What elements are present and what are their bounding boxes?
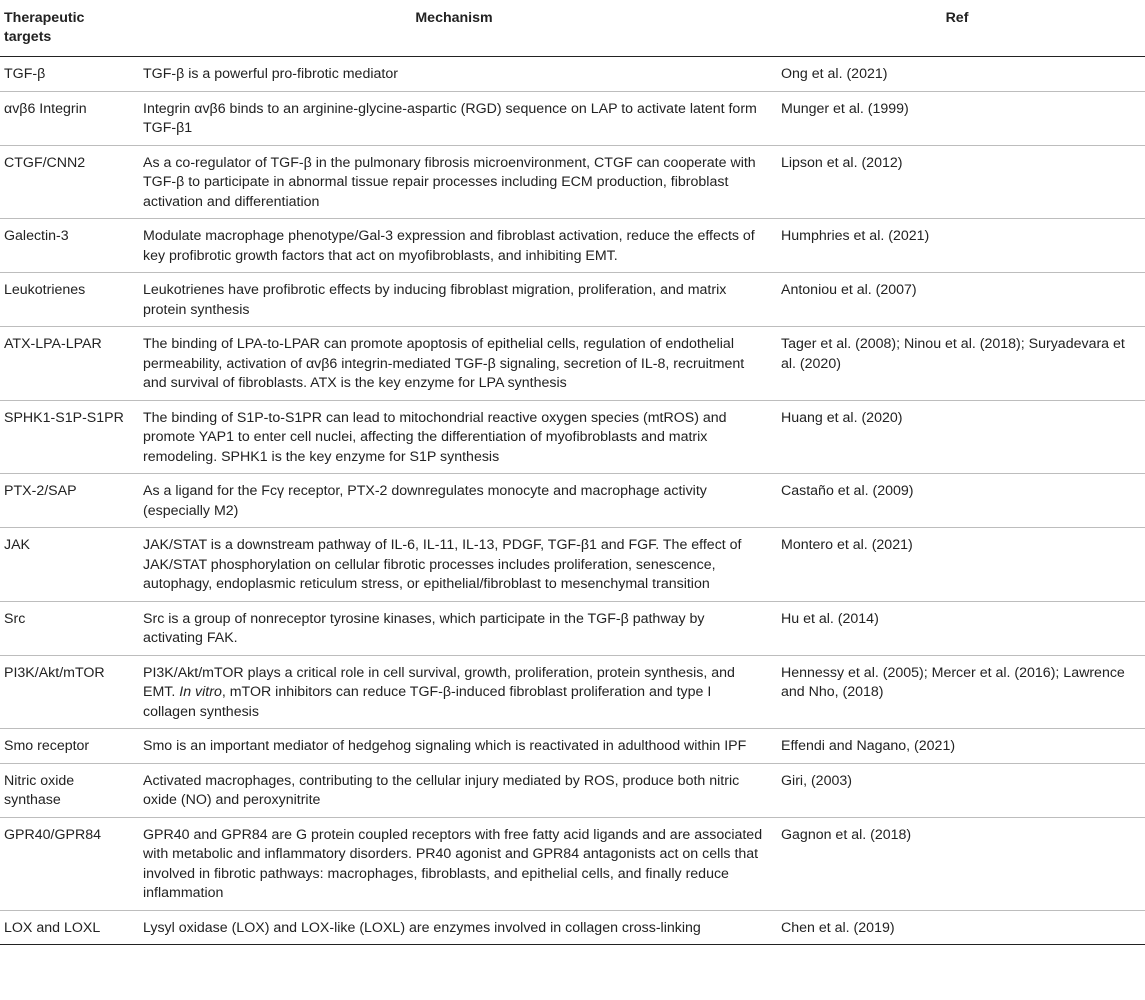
mechanism-text-rest: , mTOR inhibitors can reduce TGF-β-induced fibroblast proliferation and type I collagen synthesis: [143, 684, 712, 720]
table-row: [0, 601, 1145, 655]
target-cell: Smo receptor: [0, 729, 137, 764]
table-row: [0, 655, 1145, 729]
ref-cell: Gagnon et al. (2018): [771, 817, 1145, 910]
table-row: [0, 219, 1145, 273]
in-vitro-italic: In vitro: [179, 684, 222, 700]
target-cell: CTGF/CNN2: [0, 145, 137, 219]
table-row: [0, 763, 1145, 817]
table-row: [0, 729, 1145, 764]
table-row: [0, 273, 1145, 327]
ref-cell: Tager et al. (2008); Ninou et al. (2018); Suryadevara et al. (2020): [771, 327, 1145, 401]
mechanism-cell: The binding of LPA-to-LPAR can promote apoptosis of epithelial cells, regulation of endothelial permeability, activation of αvβ6 integrin-mediated TGF-β signaling, secretion of IL-8, recruitment and survival of fibroblasts. ATX is the key enzyme for LPA synthesis: [137, 327, 771, 401]
ref-cell: Effendi and Nagano, (2021): [771, 729, 1145, 764]
mechanism-cell: Integrin αvβ6 binds to an arginine-glycine-aspartic (RGD) sequence on LAP to activate latent form TGF-β1: [137, 91, 771, 145]
mechanism-text: PI3K/Akt/mTOR plays a critical role in cell survival, growth, proliferation, protein synthesis, and EMT.: [143, 664, 735, 700]
target-cell: PI3K/Akt/mTOR: [0, 655, 137, 729]
header-mechanism: Mechanism: [137, 0, 771, 57]
mechanism-cell: Smo is an important mediator of hedgehog signaling which is reactivated in adulthood within IPF: [137, 729, 771, 764]
target-cell: Galectin-3: [0, 219, 137, 273]
ref-cell: Huang et al. (2020): [771, 400, 1145, 474]
target-cell: SPHK1-S1P-S1PR: [0, 400, 137, 474]
table-row: [0, 327, 1145, 401]
table-row: [0, 91, 1145, 145]
header-therapeutic-targets: Therapeutic targets: [0, 0, 137, 57]
table-row: [0, 474, 1145, 528]
mechanism-cell: Leukotrienes have profibrotic effects by inducing fibroblast migration, proliferation, and matrix protein synthesis: [137, 273, 771, 327]
mechanism-cell: TGF-β is a powerful pro-fibrotic mediator: [137, 57, 771, 92]
target-cell: Leukotrienes: [0, 273, 137, 327]
ref-cell: Munger et al. (1999): [771, 91, 1145, 145]
table-row: [0, 910, 1145, 945]
ref-cell: Humphries et al. (2021): [771, 219, 1145, 273]
table-row: [0, 57, 1145, 92]
mechanism-cell: [137, 655, 771, 729]
table-row: [0, 528, 1145, 602]
header-ref: Ref: [771, 0, 1145, 57]
target-cell: JAK: [0, 528, 137, 602]
target-cell: LOX and LOXL: [0, 910, 137, 945]
mechanism-cell: As a ligand for the Fcγ receptor, PTX-2 downregulates monocyte and macrophage activity (especially M2): [137, 474, 771, 528]
target-cell: PTX-2/SAP: [0, 474, 137, 528]
target-cell: αvβ6 Integrin: [0, 91, 137, 145]
mechanism-cell: As a co-regulator of TGF-β in the pulmonary fibrosis microenvironment, CTGF can cooperate with TGF-β to participate in abnormal tissue repair processes including ECM production, fibroblast activation and differentiation: [137, 145, 771, 219]
ref-cell: Giri, (2003): [771, 763, 1145, 817]
ref-cell: Hennessy et al. (2005); Mercer et al. (2016); Lawrence and Nho, (2018): [771, 655, 1145, 729]
target-cell: Src: [0, 601, 137, 655]
ref-cell: Hu et al. (2014): [771, 601, 1145, 655]
ref-cell: Chen et al. (2019): [771, 910, 1145, 945]
mechanism-cell: JAK/STAT is a downstream pathway of IL-6, IL-11, IL-13, PDGF, TGF-β1 and FGF. The effect of JAK/STAT phosphorylation on cellular fibrotic processes includes proliferation, senescence, autophagy, endoplasmic reticulum stress, or epithelial/fibroblast to mesenchymal transition: [137, 528, 771, 602]
table-header-row: [0, 0, 1145, 57]
target-cell: Nitric oxide synthase: [0, 763, 137, 817]
mechanism-cell: Modulate macrophage phenotype/Gal-3 expression and fibroblast activation, reduce the effects of key profibrotic growth factors that act on myofibroblasts, and inhibiting EMT.: [137, 219, 771, 273]
mechanism-cell: Src is a group of nonreceptor tyrosine kinases, which participate in the TGF-β pathway by activating FAK.: [137, 601, 771, 655]
ref-cell: Antoniou et al. (2007): [771, 273, 1145, 327]
ref-cell: Lipson et al. (2012): [771, 145, 1145, 219]
mechanism-cell: The binding of S1P-to-S1PR can lead to mitochondrial reactive oxygen species (mtROS) and promote YAP1 to enter cell nuclei, affecting the differentiation of myofibroblasts and matrix remodeling. SPHK1 is the key enzyme for S1P synthesis: [137, 400, 771, 474]
ref-cell: Castaño et al. (2009): [771, 474, 1145, 528]
mechanism-cell: Activated macrophages, contributing to the cellular injury mediated by ROS, produce both nitric oxide (NO) and peroxynitrite: [137, 763, 771, 817]
mechanism-cell: Lysyl oxidase (LOX) and LOX-like (LOXL) are enzymes involved in collagen cross-linking: [137, 910, 771, 945]
ref-cell: Montero et al. (2021): [771, 528, 1145, 602]
mechanism-cell: GPR40 and GPR84 are G protein coupled receptors with free fatty acid ligands and are associated with metabolic and inflammatory disorders. PR40 agonist and GPR84 antagonists act on cells that involved in fibrotic pathways: macrophages, fibroblasts, and epithelial cells, and finally reduce inflammation: [137, 817, 771, 910]
target-cell: GPR40/GPR84: [0, 817, 137, 910]
table-row: [0, 817, 1145, 910]
target-cell: ATX-LPA-LPAR: [0, 327, 137, 401]
target-cell: TGF-β: [0, 57, 137, 92]
table-row: [0, 145, 1145, 219]
ref-cell: Ong et al. (2021): [771, 57, 1145, 92]
table-row: [0, 400, 1145, 474]
